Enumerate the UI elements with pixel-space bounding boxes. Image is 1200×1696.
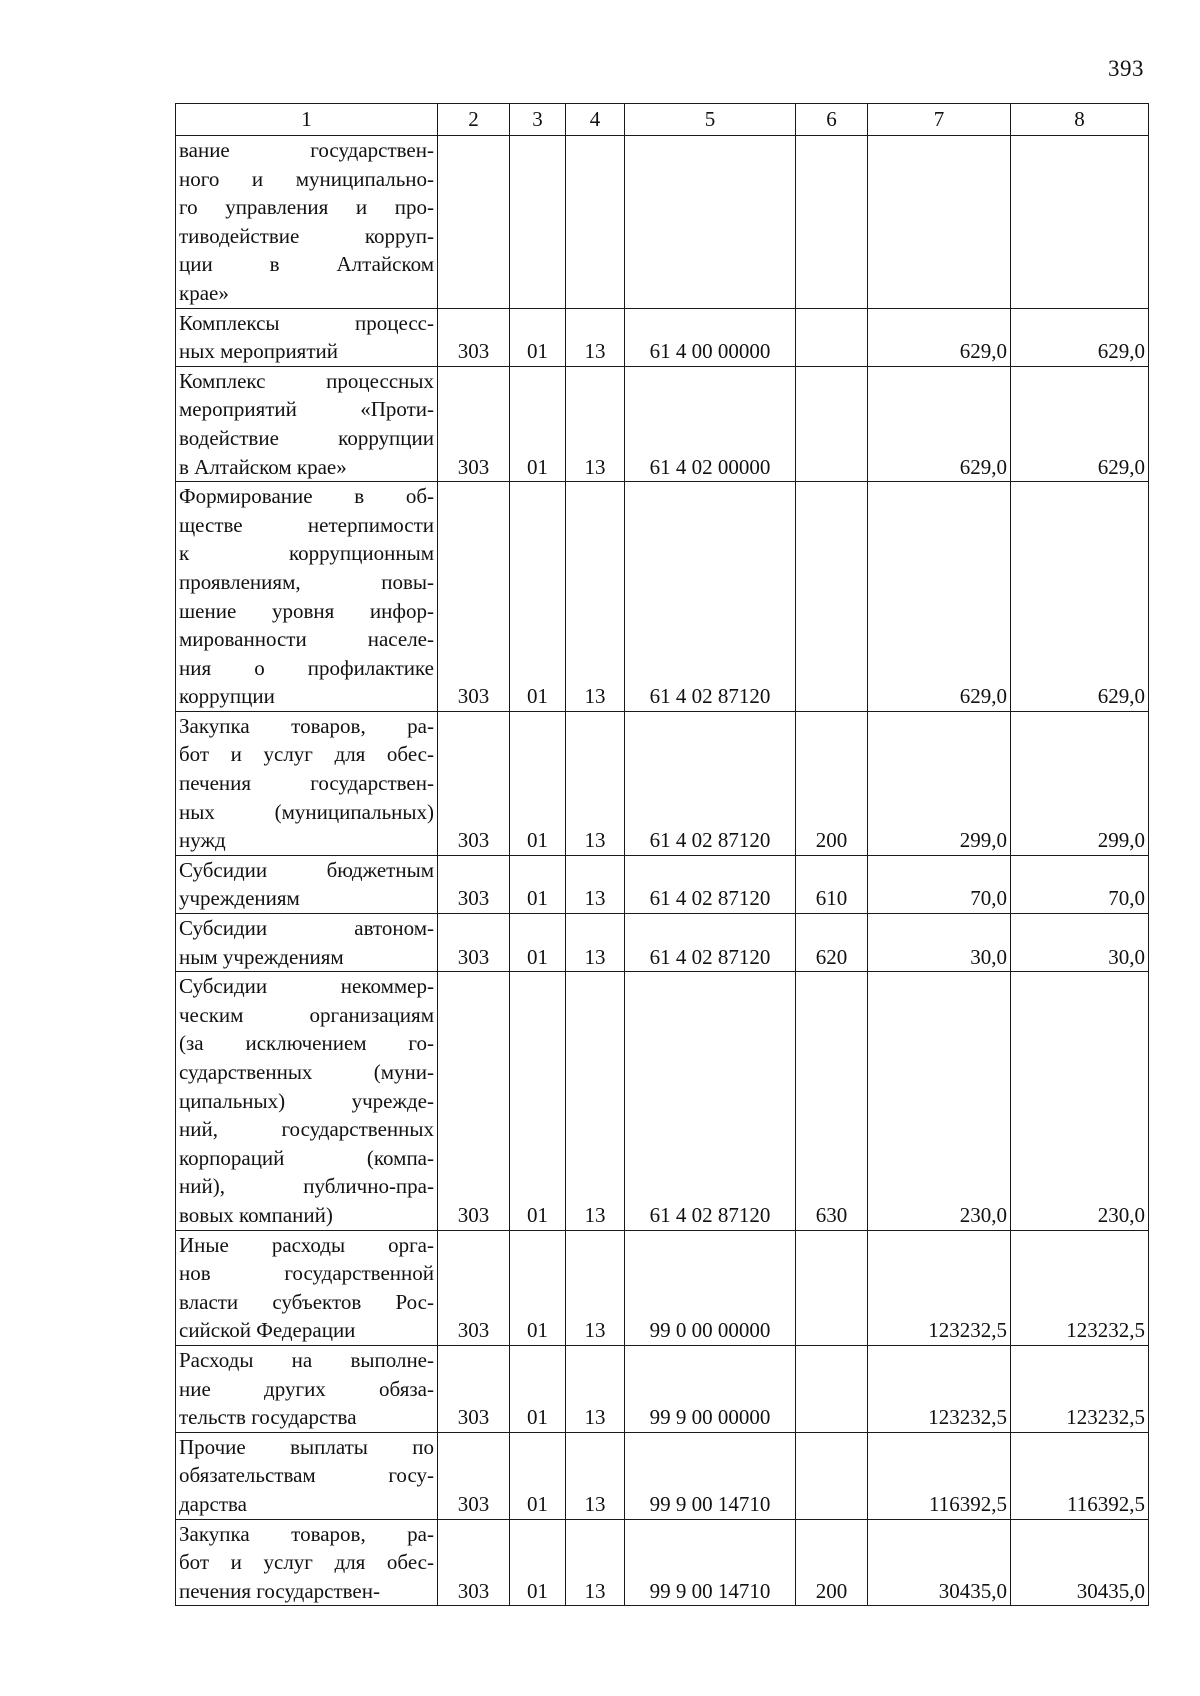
cell-target-article: 99 0 00 00000 <box>625 1230 796 1345</box>
item-name-line: ний, государственных <box>179 1117 434 1142</box>
item-name-line: к коррупционным <box>179 541 434 566</box>
cell-item-name <box>176 1230 438 1345</box>
cell-admin-code: 303 <box>438 855 510 913</box>
cell-expense-type: 620 <box>796 914 868 972</box>
item-name-line: власти субъектов Рос- <box>179 1289 434 1314</box>
cell-expense-type <box>796 1432 868 1519</box>
cell-amount-8: 629,0 <box>1011 366 1149 481</box>
table-row <box>176 366 1149 481</box>
item-name-line: вовых компаний) <box>179 1202 333 1227</box>
cell-target-article: 61 4 02 00000 <box>625 366 796 481</box>
cell-section: 01 <box>510 1519 566 1606</box>
item-name-line: Расходы на выполне- <box>179 1347 434 1372</box>
header-col-8: 8 <box>1011 104 1149 136</box>
cell-expense-type: 630 <box>796 972 868 1230</box>
cell-section: 01 <box>510 1230 566 1345</box>
cell-subsection: 13 <box>566 366 625 481</box>
item-name-line: ществе нетерпимости <box>179 512 434 537</box>
table-row <box>176 855 1149 913</box>
cell-subsection <box>566 136 625 309</box>
cell-amount-8 <box>1011 136 1149 309</box>
cell-admin-code: 303 <box>438 1230 510 1345</box>
cell-subsection: 13 <box>566 1230 625 1345</box>
cell-amount-8: 30,0 <box>1011 914 1149 972</box>
cell-admin-code: 303 <box>438 482 510 712</box>
item-name-line: проявлениям, повы- <box>179 569 434 594</box>
cell-amount-7: 123232,5 <box>868 1230 1011 1345</box>
item-name-line: тиводействие корруп- <box>179 223 434 248</box>
item-name-line: шение уровня инфор- <box>179 598 434 623</box>
cell-target-article <box>625 136 796 309</box>
item-name-line: Закупка товаров, ра- <box>179 1521 434 1546</box>
item-name-line: ния о профилактике <box>179 655 434 680</box>
header-col-5: 5 <box>625 104 796 136</box>
cell-amount-7: 30,0 <box>868 914 1011 972</box>
cell-admin-code: 303 <box>438 1519 510 1606</box>
cell-amount-8: 123232,5 <box>1011 1345 1149 1432</box>
cell-amount-7: 70,0 <box>868 855 1011 913</box>
item-name-line: Прочие выплаты по <box>179 1434 434 1459</box>
table-row <box>176 1230 1149 1345</box>
table-row <box>176 711 1149 855</box>
item-name-line: ческим организациям <box>179 1002 434 1027</box>
item-name-line: крае» <box>179 280 229 305</box>
cell-item-name <box>176 1345 438 1432</box>
item-name-line: Комплексы процесс- <box>179 310 434 335</box>
page-number: 393 <box>1108 56 1144 81</box>
cell-expense-type <box>796 366 868 481</box>
item-name-line: Иные расходы орга- <box>179 1232 434 1257</box>
cell-section: 01 <box>510 914 566 972</box>
cell-item-name <box>176 482 438 712</box>
item-name-line: Закупка товаров, ра- <box>179 713 434 738</box>
cell-section: 01 <box>510 1432 566 1519</box>
budget-table <box>175 103 1149 1606</box>
table-row <box>176 1345 1149 1432</box>
cell-subsection: 13 <box>566 1345 625 1432</box>
cell-item-name <box>176 366 438 481</box>
item-name-line: вание государствен- <box>179 138 434 162</box>
cell-target-article: 61 4 02 87120 <box>625 711 796 855</box>
cell-expense-type <box>796 1230 868 1345</box>
cell-target-article: 61 4 02 87120 <box>625 855 796 913</box>
item-name-line: ние других обяза- <box>179 1376 434 1401</box>
cell-amount-7: 230,0 <box>868 972 1011 1230</box>
cell-admin-code <box>438 136 510 309</box>
item-name-line: ным учреждениям <box>179 944 344 969</box>
item-name-line: бот и услуг для обес- <box>179 742 434 767</box>
cell-admin-code: 303 <box>438 914 510 972</box>
cell-section: 01 <box>510 308 566 366</box>
cell-subsection: 13 <box>566 482 625 712</box>
cell-amount-8: 70,0 <box>1011 855 1149 913</box>
item-name-line: печения государствен- <box>179 1578 380 1603</box>
item-name-line: ции в Алтайском <box>179 252 434 277</box>
table-body <box>176 136 1149 1606</box>
cell-admin-code: 303 <box>438 711 510 855</box>
item-name-line: Субсидии некоммер- <box>179 974 434 999</box>
cell-amount-7 <box>868 136 1011 309</box>
cell-amount-7: 629,0 <box>868 482 1011 712</box>
cell-section: 01 <box>510 972 566 1230</box>
header-col-1: 1 <box>176 104 438 136</box>
cell-target-article: 61 4 00 00000 <box>625 308 796 366</box>
item-name-line: дарства <box>179 1491 247 1516</box>
cell-item-name <box>176 972 438 1230</box>
cell-amount-7: 629,0 <box>868 308 1011 366</box>
item-name-line: мероприятий «Проти- <box>179 397 434 422</box>
table-row <box>176 308 1149 366</box>
cell-amount-8: 629,0 <box>1011 308 1149 366</box>
cell-target-article: 99 9 00 14710 <box>625 1519 796 1606</box>
cell-item-name <box>176 711 438 855</box>
cell-expense-type: 200 <box>796 1519 868 1606</box>
item-name-line: мированности населе- <box>179 627 434 652</box>
cell-subsection: 13 <box>566 1519 625 1606</box>
cell-subsection: 13 <box>566 855 625 913</box>
cell-amount-7: 299,0 <box>868 711 1011 855</box>
cell-target-article: 99 9 00 00000 <box>625 1345 796 1432</box>
cell-amount-8: 30435,0 <box>1011 1519 1149 1606</box>
item-name-line: (за исключением го- <box>179 1031 434 1056</box>
item-name-line: нов государственной <box>179 1261 434 1286</box>
table-row <box>176 136 1149 309</box>
item-name-line: нужд <box>179 828 226 853</box>
cell-amount-7: 30435,0 <box>868 1519 1011 1606</box>
cell-section: 01 <box>510 366 566 481</box>
item-name-line: Формирование в об- <box>179 484 434 509</box>
cell-expense-type: 200 <box>796 711 868 855</box>
cell-amount-8: 116392,5 <box>1011 1432 1149 1519</box>
item-name-line: сударственных (муни- <box>179 1060 434 1084</box>
cell-item-name <box>176 1432 438 1519</box>
cell-admin-code: 303 <box>438 972 510 1230</box>
item-name-line: в Алтайском крае» <box>179 454 347 479</box>
cell-item-name <box>176 914 438 972</box>
cell-item-name <box>176 1519 438 1606</box>
table-row <box>176 1432 1149 1519</box>
cell-item-name <box>176 855 438 913</box>
cell-item-name <box>176 308 438 366</box>
item-name-line: тельств государства <box>179 1405 357 1430</box>
item-name-line: корпораций (компа- <box>179 1145 434 1170</box>
cell-expense-type <box>796 308 868 366</box>
cell-amount-8: 123232,5 <box>1011 1230 1149 1345</box>
cell-amount-7: 123232,5 <box>868 1345 1011 1432</box>
cell-expense-type <box>796 1345 868 1432</box>
cell-target-article: 61 4 02 87120 <box>625 972 796 1230</box>
cell-section <box>510 136 566 309</box>
header-col-6: 6 <box>796 104 868 136</box>
cell-subsection: 13 <box>566 711 625 855</box>
cell-section: 01 <box>510 1345 566 1432</box>
cell-expense-type <box>796 136 868 309</box>
table-row <box>176 1519 1149 1606</box>
table-header <box>176 104 1149 136</box>
cell-expense-type: 610 <box>796 855 868 913</box>
header-col-7: 7 <box>868 104 1011 136</box>
cell-admin-code: 303 <box>438 366 510 481</box>
cell-subsection: 13 <box>566 1432 625 1519</box>
cell-item-name <box>176 136 438 309</box>
cell-expense-type <box>796 482 868 712</box>
cell-admin-code: 303 <box>438 1345 510 1432</box>
header-col-4: 4 <box>566 104 625 136</box>
item-name-line: го управления и про- <box>179 195 434 220</box>
header-col-3: 3 <box>510 104 566 136</box>
cell-admin-code: 303 <box>438 1432 510 1519</box>
item-name-line: коррупции <box>179 684 275 709</box>
item-name-line: сийской Федерации <box>179 1318 356 1343</box>
cell-section: 01 <box>510 711 566 855</box>
item-name-line: обязательствам госу- <box>179 1463 434 1488</box>
cell-subsection: 13 <box>566 972 625 1230</box>
table-row <box>176 972 1149 1230</box>
item-name-line: ных (муниципальных) <box>179 799 434 824</box>
header-row <box>176 104 1149 136</box>
cell-target-article: 61 4 02 87120 <box>625 482 796 712</box>
cell-amount-7: 116392,5 <box>868 1432 1011 1519</box>
item-name-line: Субсидии бюджетным <box>179 857 434 882</box>
cell-admin-code: 303 <box>438 308 510 366</box>
item-name-line: ципальных) учрежде- <box>179 1088 434 1113</box>
cell-target-article: 61 4 02 87120 <box>625 914 796 972</box>
cell-amount-8: 299,0 <box>1011 711 1149 855</box>
header-col-2: 2 <box>438 104 510 136</box>
cell-section: 01 <box>510 855 566 913</box>
cell-subsection: 13 <box>566 914 625 972</box>
item-name-line: ных мероприятий <box>179 339 338 364</box>
cell-subsection: 13 <box>566 308 625 366</box>
table-row <box>176 914 1149 972</box>
cell-amount-8: 230,0 <box>1011 972 1149 1230</box>
item-name-line: Комплекс процессных <box>179 368 434 393</box>
item-name-line: водействие коррупции <box>179 425 434 450</box>
item-name-line: ний), публично-пра- <box>179 1174 434 1199</box>
item-name-line: учреждениям <box>179 886 300 911</box>
cell-amount-7: 629,0 <box>868 366 1011 481</box>
item-name-line: Субсидии автоном- <box>179 916 434 941</box>
item-name-line: бот и услуг для обес- <box>179 1550 434 1575</box>
item-name-line: печения государствен- <box>179 771 434 796</box>
table-row <box>176 482 1149 712</box>
item-name-line: ного и муниципально- <box>179 166 434 191</box>
cell-section: 01 <box>510 482 566 712</box>
cell-target-article: 99 9 00 14710 <box>625 1432 796 1519</box>
cell-amount-8: 629,0 <box>1011 482 1149 712</box>
